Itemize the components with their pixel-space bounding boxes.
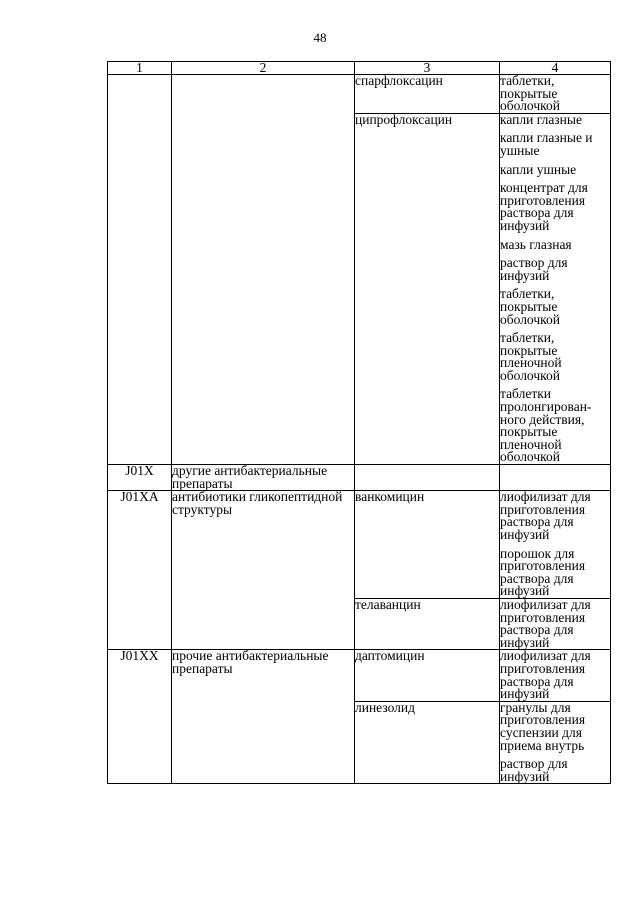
dosage-form xyxy=(500,257,610,282)
column-header-3: 3 xyxy=(355,62,500,75)
dosage-form-line: раствор для xyxy=(500,255,568,271)
dosage-form xyxy=(500,111,610,127)
table-row xyxy=(108,491,611,599)
dosage-form-line: приготовления xyxy=(500,192,586,208)
dosage-form-line: покрытые xyxy=(500,85,558,101)
dosage-form-line: таблетки xyxy=(500,386,552,402)
dosage-form-line: пленочной xyxy=(500,436,562,452)
dosage-form-line: капли глазные и xyxy=(500,130,593,146)
atc-name-line: прочие антибактериальные xyxy=(172,648,329,664)
drug-name-cell: спарфлоксацин xyxy=(355,75,500,114)
dosage-form xyxy=(500,491,610,541)
dosage-form-line: инфузий xyxy=(500,768,550,784)
dosage-form xyxy=(500,699,610,753)
dosage-form-line: капли ушные xyxy=(500,161,577,177)
dosage-form xyxy=(500,332,610,382)
atc-name-cell xyxy=(172,75,355,465)
drug-name-cell: даптомицин xyxy=(355,650,500,701)
dosage-form-line: порошок для xyxy=(500,545,575,561)
dosage-form-line: раствор для xyxy=(500,756,568,772)
dosage-form-line: пленочной xyxy=(500,355,562,371)
dosage-forms-cell xyxy=(500,465,611,491)
dosage-form-line: покрытые xyxy=(500,424,558,440)
dosage-form-line: таблетки, xyxy=(500,286,555,302)
dosage-form-line: инфузий xyxy=(500,217,550,233)
atc-name-cell xyxy=(172,491,355,650)
dosage-form-line: капли глазные xyxy=(500,111,582,127)
dosage-form-line: таблетки, xyxy=(500,73,555,88)
dosage-form-line: раствора для xyxy=(500,622,574,638)
drug-name-cell: ципрофлоксацин xyxy=(355,113,500,464)
dosage-form-line: покрытые xyxy=(500,298,558,314)
dosage-form-line: приема внутрь xyxy=(500,737,585,753)
atc-name-cell xyxy=(172,465,355,491)
dosage-form-line: инфузий xyxy=(500,686,550,702)
column-header-2: 2 xyxy=(172,62,355,75)
dosage-form xyxy=(500,288,610,326)
drug-name-cell xyxy=(355,465,500,491)
dosage-form-line: лиофилизат для xyxy=(500,489,591,505)
dosage-forms-cell xyxy=(500,491,611,599)
dosage-form-line: гранулы для xyxy=(500,699,571,715)
atc-name-line: препараты xyxy=(172,475,233,491)
dosage-form xyxy=(500,650,610,700)
column-header-1: 1 xyxy=(108,62,172,75)
dosage-form-line: лиофилизат для xyxy=(500,596,591,612)
dosage-form-line: лиофилизат для xyxy=(500,648,591,664)
dosage-forms-cell xyxy=(500,598,611,649)
dosage-form xyxy=(500,75,610,113)
dosage-form-line: раствора для xyxy=(500,570,574,586)
dosage-form-line: инфузий xyxy=(500,634,550,650)
dosage-form xyxy=(500,132,610,157)
dosage-form-line: концентрат для xyxy=(500,180,588,196)
atc-name-line: структуры xyxy=(172,501,233,517)
dosage-form-line: оболочкой xyxy=(500,311,560,327)
drug-name-cell: ванкомицин xyxy=(355,491,500,599)
atc-code-cell: J01XX xyxy=(108,650,172,784)
page-number: 48 xyxy=(313,30,327,45)
dosage-form-line: суспензии для xyxy=(500,724,582,740)
dosage-form-line: приготовления xyxy=(500,609,586,625)
dosage-form-line: оболочкой xyxy=(500,449,560,465)
drug-table xyxy=(107,61,611,784)
atc-code-cell: J01X xyxy=(108,465,172,491)
dosage-form-line: пролонгирован- xyxy=(500,399,592,415)
dosage-forms-cell xyxy=(500,650,611,701)
atc-name-cell xyxy=(172,650,355,784)
column-header-4: 4 xyxy=(500,62,611,75)
table-row xyxy=(108,650,611,701)
dosage-forms-cell xyxy=(500,75,611,114)
dosage-form xyxy=(500,388,610,464)
atc-name-line: другие антибактериальные xyxy=(172,463,328,479)
dosage-form-line: ного действия, xyxy=(500,411,585,427)
table-body xyxy=(108,75,611,784)
atc-code-cell xyxy=(108,75,172,465)
dosage-form-line: раствора для xyxy=(500,205,574,221)
dosage-form-line: приготовления xyxy=(500,558,586,574)
dosage-form-line: мазь глазная xyxy=(500,236,572,252)
drug-name-cell: линезолид xyxy=(355,701,500,784)
dosage-form-line: оболочкой xyxy=(500,98,560,114)
dosage-form xyxy=(500,236,610,252)
dosage-form xyxy=(500,161,610,177)
dosage-forms-cell xyxy=(500,113,611,464)
dosage-form-line: приготовления xyxy=(500,660,586,676)
atc-name-line: препараты xyxy=(172,660,233,676)
table-row xyxy=(108,465,611,491)
dosage-form-line: таблетки, xyxy=(500,330,555,346)
dosage-form xyxy=(500,758,610,783)
dosage-form xyxy=(500,182,610,232)
dosage-form-line: раствора для xyxy=(500,514,574,530)
atc-name-line: антибиотики гликопептидной xyxy=(172,489,343,505)
dosage-forms-cell xyxy=(500,701,611,784)
dosage-form-line: инфузий xyxy=(500,583,550,599)
dosage-form-line: раствора для xyxy=(500,673,574,689)
dosage-form-line: ушные xyxy=(500,142,540,158)
dosage-form-line: приготовления xyxy=(500,712,586,728)
atc-code-cell: J01XA xyxy=(108,491,172,650)
dosage-form-line: приготовления xyxy=(500,501,586,517)
dosage-form-line: оболочкой xyxy=(500,367,560,383)
dosage-form-line: инфузий xyxy=(500,267,550,283)
dosage-form xyxy=(500,596,610,650)
dosage-form xyxy=(500,545,610,599)
table-row xyxy=(108,75,611,114)
dosage-form-line: инфузий xyxy=(500,527,550,542)
dosage-form-line: покрытые xyxy=(500,342,558,358)
drug-name-cell: телаванцин xyxy=(355,598,500,649)
